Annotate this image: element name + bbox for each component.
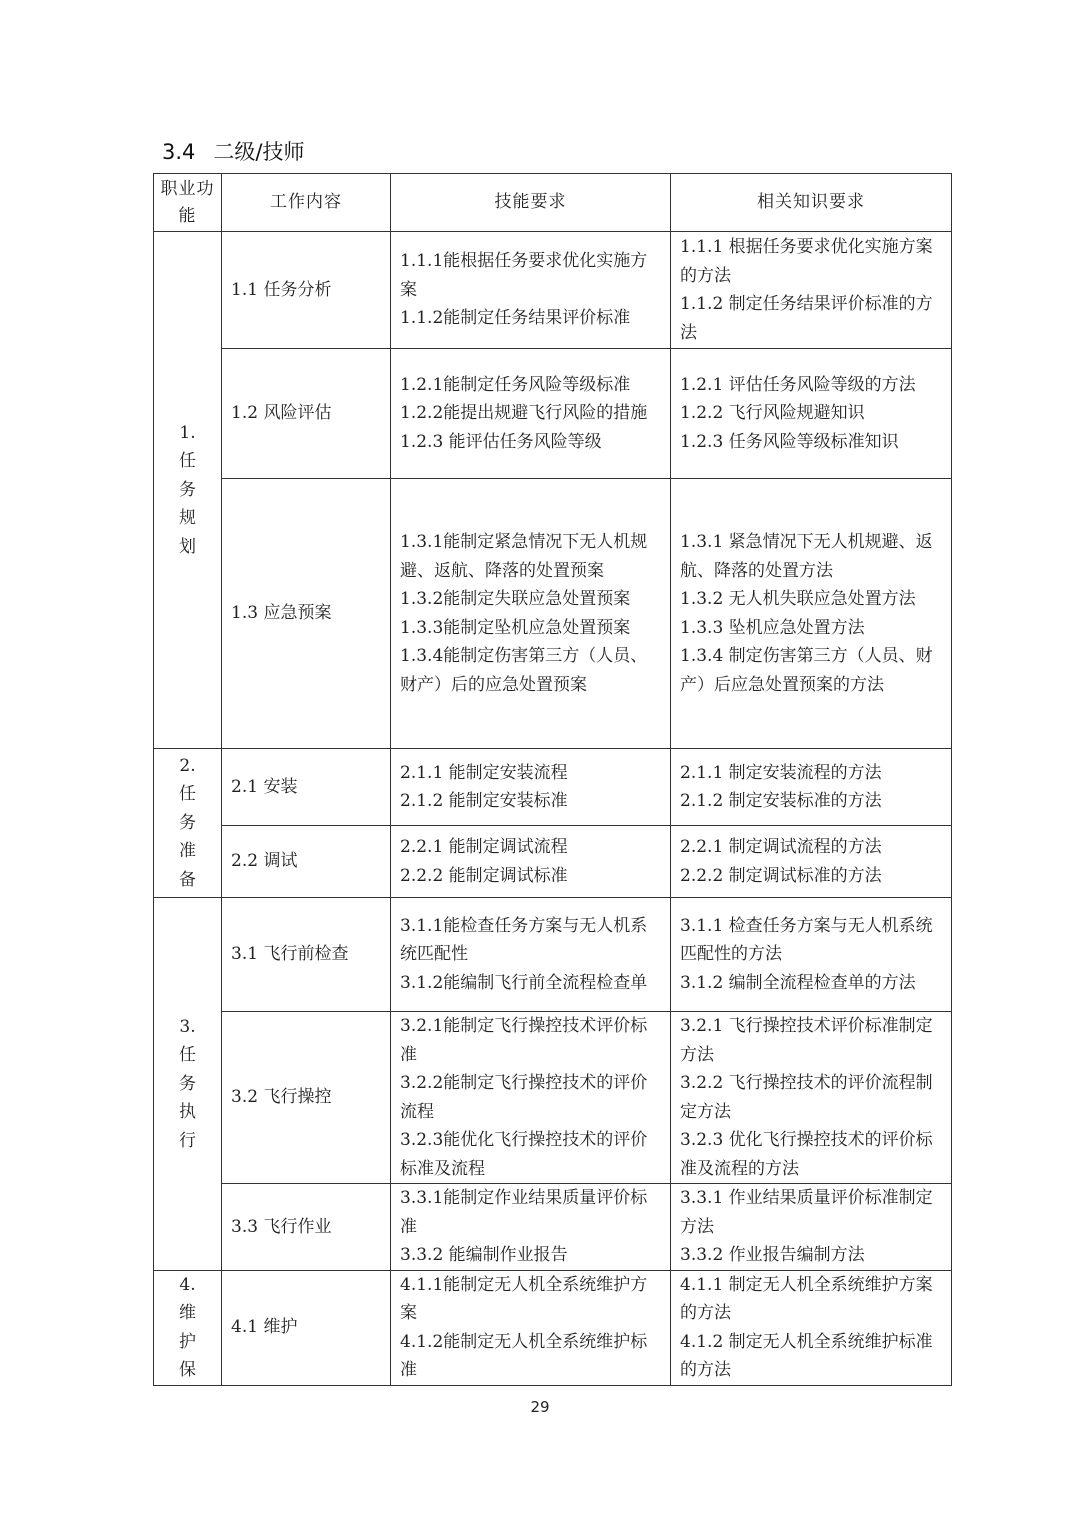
knowledge-item: 1.1.2 制定任务结果评价标准的方法 <box>680 294 933 343</box>
knowledge-cell <box>671 479 952 749</box>
knowledge-cell <box>671 1270 952 1385</box>
section-title-text: 二级/技师 <box>213 140 305 164</box>
content-cell: 2.1 安装 <box>222 749 391 826</box>
table-row <box>154 898 952 1012</box>
knowledge-item: 1.3.1 紧急情况下无人机规避、返航、降落的处置方法 <box>680 532 933 581</box>
header-skills: 技能要求 <box>391 174 671 232</box>
table-row <box>154 826 952 898</box>
skill-item: 4.1.2能制定无人机全系统维护标准 <box>400 1331 648 1380</box>
knowledge-item: 4.1.2 制定无人机全系统维护标准的方法 <box>680 1331 933 1380</box>
header-function: 职业功能 <box>154 174 222 232</box>
function-cell <box>154 232 222 749</box>
table-row <box>154 749 952 826</box>
knowledge-item: 2.1.1 制定安装流程的方法 <box>680 762 882 783</box>
skills-cell <box>391 826 671 898</box>
knowledge-item: 3.2.1 飞行操控技术评价标准制定方法 <box>680 1016 933 1065</box>
table-row <box>154 1012 952 1184</box>
function-label: 1.任务规划 <box>179 422 196 557</box>
knowledge-item: 4.1.1 制定无人机全系统维护方案的方法 <box>680 1274 933 1323</box>
table-row <box>154 479 952 749</box>
function-label: 4.维护保 <box>179 1274 196 1380</box>
skill-item: 1.3.4能制定伤害第三方（人员、财产）后的应急处置预案 <box>400 646 648 695</box>
header-knowledge: 相关知识要求 <box>671 174 952 232</box>
skill-item: 1.1.1能根据任务要求优化实施方案 <box>400 251 648 300</box>
knowledge-item: 3.3.1 作业结果质量评价标准制定方法 <box>680 1188 933 1237</box>
knowledge-item: 1.3.4 制定伤害第三方（人员、财产）后应急处置预案的方法 <box>680 646 933 695</box>
knowledge-cell <box>671 349 952 479</box>
skill-item: 3.3.1能制定作业结果质量评价标准 <box>400 1188 648 1237</box>
skill-requirements-table <box>153 173 952 1386</box>
skill-item: 2.2.2 能制定调试标准 <box>400 865 568 886</box>
knowledge-item: 2.2.1 制定调试流程的方法 <box>680 837 882 857</box>
content-cell: 4.1 维护 <box>222 1270 391 1385</box>
knowledge-cell <box>671 1184 952 1271</box>
function-cell <box>154 1270 222 1385</box>
knowledge-item: 1.2.3 任务风险等级标准知识 <box>680 431 899 452</box>
skills-cell <box>391 232 671 349</box>
skill-item: 3.1.1能检查任务方案与无人机系统匹配性 <box>400 915 648 965</box>
skill-item: 1.3.1能制定紧急情况下无人机规避、返航、降落的处置预案 <box>400 532 648 581</box>
skills-cell <box>391 1270 671 1385</box>
skill-item: 2.1.1 能制定安装流程 <box>400 762 568 783</box>
knowledge-item: 3.2.3 优化飞行操控技术的评价标准及流程的方法 <box>680 1130 933 1179</box>
section-number: 3.4 <box>162 140 196 164</box>
skills-cell <box>391 1012 671 1184</box>
skill-item: 1.3.2能制定失联应急处置预案 <box>400 589 631 609</box>
knowledge-cell <box>671 232 952 349</box>
skill-item: 1.1.2能制定任务结果评价标准 <box>400 308 631 329</box>
knowledge-cell <box>671 826 952 898</box>
knowledge-cell <box>671 898 952 1012</box>
skill-item: 3.1.2能编制飞行前全流程检查单 <box>400 972 648 993</box>
knowledge-item: 3.1.2 编制全流程检查单的方法 <box>680 972 916 993</box>
skill-item: 1.2.2能提出规避飞行风险的措施 <box>400 403 648 424</box>
page-number: 29 <box>530 1398 550 1416</box>
skill-item: 2.1.2 能制定安装标准 <box>400 791 568 811</box>
section-heading <box>162 136 304 166</box>
knowledge-item: 1.3.3 坠机应急处置方法 <box>680 617 865 638</box>
skills-cell <box>391 349 671 479</box>
knowledge-cell <box>671 1012 952 1184</box>
skill-item: 4.1.1能制定无人机全系统维护方案 <box>400 1274 648 1323</box>
header-content: 工作内容 <box>222 174 391 232</box>
content-cell: 3.2 飞行操控 <box>222 1012 391 1184</box>
skills-cell <box>391 479 671 749</box>
knowledge-item: 1.3.2 无人机失联应急处置方法 <box>680 589 916 609</box>
table-row <box>154 349 952 479</box>
function-label: 3.任务执行 <box>179 1016 196 1151</box>
table-row <box>154 232 952 349</box>
skill-item: 1.2.3 能评估任务风险等级 <box>400 431 602 452</box>
skill-item: 3.3.2 能编制作业报告 <box>400 1245 568 1265</box>
knowledge-item: 3.3.2 作业报告编制方法 <box>680 1245 865 1265</box>
knowledge-item: 2.1.2 制定安装标准的方法 <box>680 791 882 811</box>
knowledge-item: 1.1.1 根据任务要求优化实施方案的方法 <box>680 237 933 286</box>
content-cell: 1.2 风险评估 <box>222 349 391 479</box>
skill-item: 3.2.3能优化飞行操控技术的评价标准及流程 <box>400 1130 648 1179</box>
function-label: 2.任务准备 <box>179 755 196 890</box>
skill-item: 1.2.1能制定任务风险等级标准 <box>400 374 631 395</box>
skill-item: 3.2.1能制定飞行操控技术评价标准 <box>400 1016 648 1065</box>
content-cell: 3.3 飞行作业 <box>222 1184 391 1271</box>
table-row <box>154 1270 952 1385</box>
function-cell <box>154 749 222 898</box>
skills-cell <box>391 898 671 1012</box>
content-cell: 1.3 应急预案 <box>222 479 391 749</box>
skill-item: 1.3.3能制定坠机应急处置预案 <box>400 617 631 638</box>
skills-cell <box>391 1184 671 1271</box>
table-row <box>154 1184 952 1271</box>
skill-item: 2.2.1 能制定调试流程 <box>400 837 568 857</box>
knowledge-item: 1.2.2 飞行风险规避知识 <box>680 403 865 424</box>
skill-item: 3.2.2能制定飞行操控技术的评价流程 <box>400 1073 648 1122</box>
table-header-row <box>154 174 952 232</box>
knowledge-item: 3.1.1 检查任务方案与无人机系统匹配性的方法 <box>680 915 933 965</box>
knowledge-item: 3.2.2 飞行操控技术的评价流程制定方法 <box>680 1073 933 1122</box>
content-cell: 1.1 任务分析 <box>222 232 391 349</box>
function-cell <box>154 898 222 1271</box>
content-cell: 3.1 飞行前检查 <box>222 898 391 1012</box>
content-cell: 2.2 调试 <box>222 826 391 898</box>
knowledge-cell <box>671 749 952 826</box>
knowledge-item: 2.2.2 制定调试标准的方法 <box>680 865 882 886</box>
skills-cell <box>391 749 671 826</box>
knowledge-item: 1.2.1 评估任务风险等级的方法 <box>680 374 916 395</box>
